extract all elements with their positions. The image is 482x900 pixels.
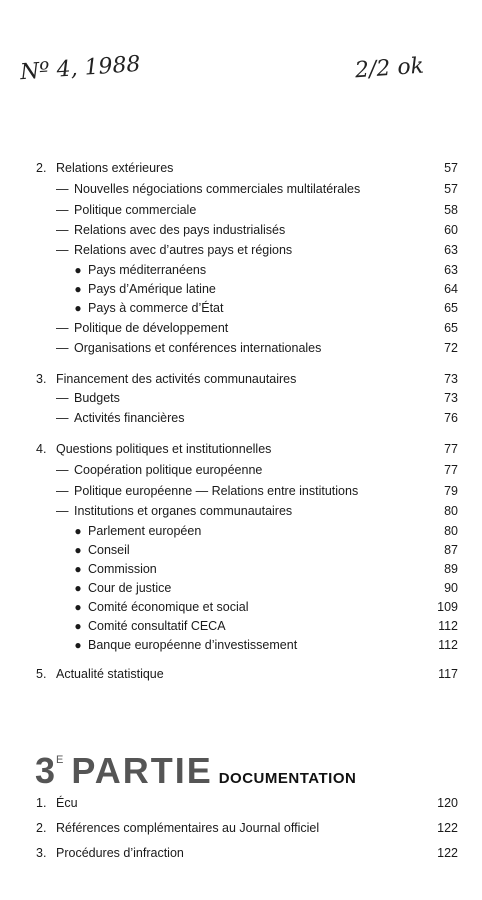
- toc-entry: [56, 340, 321, 356]
- entry-dash: —: [56, 463, 69, 477]
- toc-entry: [36, 795, 78, 811]
- entry-label: Pays à commerce d’État: [88, 301, 224, 315]
- entry-label: Nouvelles négociations commerciales multilatérales: [74, 182, 361, 196]
- entry-dash: —: [56, 223, 69, 237]
- toc-entry: [68, 523, 201, 539]
- entry-page-number: 63: [444, 263, 458, 277]
- entry-page-number: 57: [444, 182, 458, 196]
- toc-entry: [68, 618, 226, 634]
- entry-label: Comité économique et social: [88, 600, 249, 614]
- toc-entry: [68, 637, 297, 653]
- entry-page-number: 89: [444, 562, 458, 576]
- entry-page-number: 73: [444, 372, 458, 386]
- toc-entry: [68, 561, 157, 577]
- entry-label: Parlement européen: [88, 524, 202, 538]
- entry-label: Relations extérieures: [56, 161, 174, 175]
- entry-label: Relations avec des pays industrialisés: [74, 223, 286, 237]
- entry-label: Cour de justice: [88, 581, 172, 595]
- entry-page-number: 112: [438, 638, 458, 652]
- entry-label: Pays méditerranéens: [88, 263, 207, 277]
- entry-dash: —: [56, 391, 69, 405]
- part-word: PARTIE: [71, 750, 213, 791]
- entry-page-number: 57: [444, 161, 458, 175]
- entry-page-number: 60: [444, 223, 458, 237]
- entry-page-number: 90: [444, 581, 458, 595]
- bullet-icon: ●: [74, 619, 82, 633]
- entry-label: Pays d’Amérique latine: [88, 282, 216, 296]
- entry-page-number: 72: [444, 341, 458, 355]
- entry-page-number: 109: [437, 600, 458, 614]
- toc-entry: [56, 242, 292, 258]
- toc-entry: [36, 160, 173, 176]
- entry-page-number: 63: [444, 243, 458, 257]
- entry-label: Politique commerciale: [74, 203, 197, 217]
- bullet-icon: ●: [74, 581, 82, 595]
- entry-dash: —: [56, 504, 69, 518]
- bullet-icon: ●: [74, 543, 82, 557]
- entry-page-number: 77: [444, 463, 458, 477]
- entry-label: Activités financières: [74, 411, 185, 425]
- bullet-icon: ●: [74, 301, 82, 315]
- entry-label: Questions politiques et institutionnelles: [56, 442, 272, 456]
- entry-label: Écu: [56, 796, 78, 810]
- entry-page-number: 58: [444, 203, 458, 217]
- entry-page-number: 64: [444, 282, 458, 296]
- toc-entry: [36, 371, 296, 387]
- toc-entry: [68, 599, 249, 615]
- part-heading: [35, 750, 356, 790]
- entry-number: 3.: [36, 846, 47, 860]
- entry-dash: —: [56, 203, 69, 217]
- bullet-icon: ●: [74, 282, 82, 296]
- entry-number: 3.: [36, 372, 47, 386]
- entry-label: Politique européenne — Relations entre institutions: [74, 484, 359, 498]
- toc-entry: [68, 262, 206, 278]
- bullet-icon: ●: [74, 600, 82, 614]
- toc-entry: [68, 300, 223, 316]
- part-subtitle: DOCUMENTATION: [218, 770, 357, 787]
- entry-page-number: 80: [444, 504, 458, 518]
- entry-page-number: 120: [437, 796, 458, 810]
- bullet-icon: ●: [74, 638, 82, 652]
- entry-dash: —: [56, 243, 69, 257]
- entry-page-number: 77: [444, 442, 458, 456]
- entry-page-number: 76: [444, 411, 458, 425]
- entry-dash: —: [56, 411, 69, 425]
- entry-label: Coopération politique européenne: [74, 463, 263, 477]
- toc-entry: [36, 820, 319, 836]
- entry-number: 5.: [36, 667, 47, 681]
- bullet-icon: ●: [74, 263, 82, 277]
- handwritten-note-left: Nº 4, 1988: [19, 51, 142, 86]
- toc-entry: [56, 320, 228, 336]
- part-number: 3: [35, 750, 57, 791]
- entry-number: 2.: [36, 161, 47, 175]
- entry-dash: —: [56, 484, 69, 498]
- toc-entry: [56, 390, 120, 406]
- entry-label: Comité consultatif CECA: [88, 619, 226, 633]
- entry-number: 2.: [36, 821, 47, 835]
- toc-entry: [56, 222, 285, 238]
- entry-page-number: 122: [437, 821, 458, 835]
- toc-entry: [68, 281, 216, 297]
- entry-page-number: 65: [444, 301, 458, 315]
- part-number-superscript: E: [56, 754, 64, 766]
- entry-page-number: 65: [444, 321, 458, 335]
- entry-page-number: 80: [444, 524, 458, 538]
- entry-label: Commission: [88, 562, 157, 576]
- entry-label: Procédures d’infraction: [56, 846, 184, 860]
- toc-entry: [56, 483, 358, 499]
- entry-dash: —: [56, 182, 69, 196]
- toc-entry: [68, 580, 171, 596]
- entry-page-number: 122: [437, 846, 458, 860]
- toc-entry: [56, 462, 262, 478]
- entry-label: Actualité statistique: [56, 667, 164, 681]
- bullet-icon: ●: [74, 524, 82, 538]
- entry-label: Conseil: [88, 543, 130, 557]
- entry-number: 1.: [36, 796, 47, 810]
- entry-label: Institutions et organes communautaires: [74, 504, 293, 518]
- toc-entry: [68, 542, 130, 558]
- entry-page-number: 87: [444, 543, 458, 557]
- toc-entry: [36, 441, 271, 457]
- entry-label: Politique de développement: [74, 321, 229, 335]
- entry-number: 4.: [36, 442, 47, 456]
- toc-entry: [56, 503, 292, 519]
- entry-page-number: 112: [438, 619, 458, 633]
- entry-label: Références complémentaires au Journal officiel: [56, 821, 320, 835]
- entry-page-number: 73: [444, 391, 458, 405]
- toc-entry: [56, 410, 184, 426]
- toc-entry: [36, 666, 164, 682]
- entry-page-number: 79: [444, 484, 458, 498]
- bullet-icon: ●: [74, 562, 82, 576]
- handwritten-note-right: 2/2 ok: [354, 53, 425, 84]
- entry-page-number: 117: [438, 667, 458, 681]
- entry-label: Relations avec d’autres pays et régions: [74, 243, 293, 257]
- entry-dash: —: [56, 341, 69, 355]
- entry-label: Financement des activités communautaires: [56, 372, 297, 386]
- entry-label: Budgets: [74, 391, 120, 405]
- entry-label: Banque européenne d’investissement: [88, 638, 298, 652]
- toc-entry: [56, 202, 196, 218]
- toc-entry: [56, 181, 360, 197]
- toc-entry: [36, 845, 184, 861]
- entry-label: Organisations et conférences internationales: [74, 341, 322, 355]
- entry-dash: —: [56, 321, 69, 335]
